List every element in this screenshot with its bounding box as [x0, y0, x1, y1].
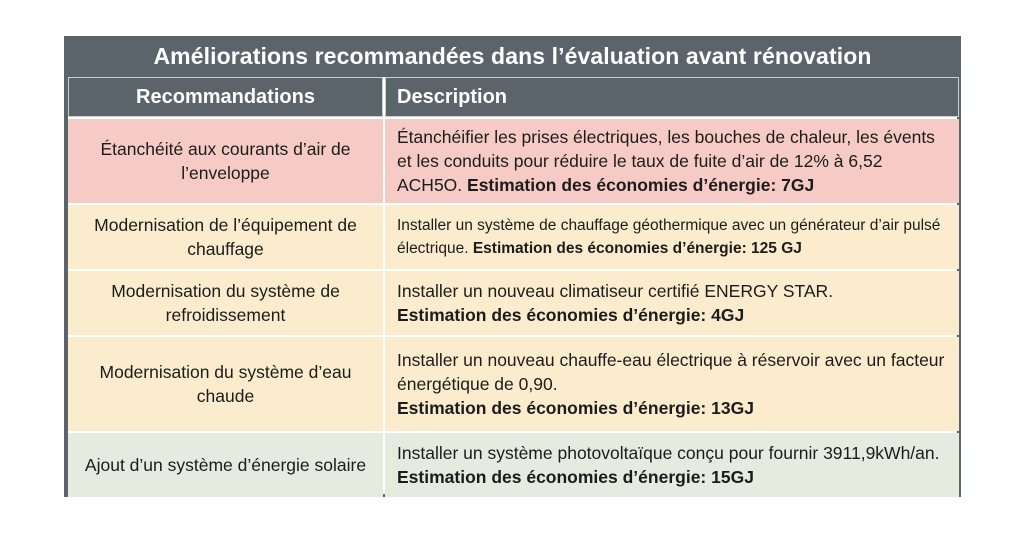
energy-savings-estimate: Estimation des économies d’énergie: 4GJ: [397, 305, 745, 325]
recommendation-cell-solar: [68, 433, 383, 497]
recommendation-cell-cooling: [68, 271, 383, 335]
description-cell-heating: [385, 205, 959, 269]
recommendation-label: Modernisation du système de refroidissement: [111, 281, 340, 325]
energy-savings-estimate: Estimation des économies d’énergie: 125 GJ: [472, 240, 802, 257]
description-body: Étanchéifier les prises électriques, les bouches de chaleur, les évents et les conduits pour réduire le taux de fuite d’air de 12% à 6,52 ACH5O.: [397, 127, 935, 195]
description-cell-solar: [385, 433, 959, 497]
energy-savings-estimate: Estimation des économies d’énergie: 13GJ: [397, 398, 754, 418]
recommendation-cell-heating: [68, 205, 383, 269]
description-cell-air-sealing: [385, 119, 959, 203]
description-text: [397, 125, 949, 197]
recommendations-table: [64, 36, 961, 497]
description-body: Installer un nouveau climatiseur certifié ENERGY STAR.: [397, 281, 834, 301]
description-text: [397, 214, 949, 260]
description-body: Installer un système de chauffage géothermique avec un générateur d’air pulsé électrique.: [397, 217, 941, 257]
energy-savings-estimate: Estimation des économies d’énergie: 15GJ: [397, 467, 754, 487]
description-text: [397, 348, 949, 420]
recommendation-label: Modernisation de l’équipement de chauffage: [94, 215, 357, 259]
recommendation-cell-hot-water: [68, 337, 383, 431]
recommendation-cell-air-sealing: [68, 119, 383, 203]
recommendation-label: Ajout d’un système d’énergie solaire: [84, 455, 367, 475]
description-body: Installer un nouveau chauffe-eau électrique à réservoir avec un facteur énergétique de 0,90.: [397, 350, 945, 394]
energy-savings-estimate: Estimation des économies d’énergie: 7GJ: [467, 175, 815, 195]
recommendation-label: Étanchéité aux courants d’air de l’enveloppe: [100, 139, 351, 183]
table-grid: [68, 77, 957, 494]
description-body: Installer un système photovoltaïque conçu pour fournir 3911,9kWh/an.: [397, 443, 940, 463]
description-cell-cooling: [385, 271, 959, 335]
column-header-recommendations: Recommandations: [68, 77, 383, 117]
description-text: [397, 279, 833, 327]
recommendation-label: Modernisation du système d’eau chaude: [99, 362, 352, 406]
description-text: [397, 441, 949, 489]
table-title: Améliorations recommandées dans l’évaluation avant rénovation: [153, 43, 872, 69]
column-header-description: Description: [385, 77, 959, 117]
description-cell-hot-water: [385, 337, 959, 431]
